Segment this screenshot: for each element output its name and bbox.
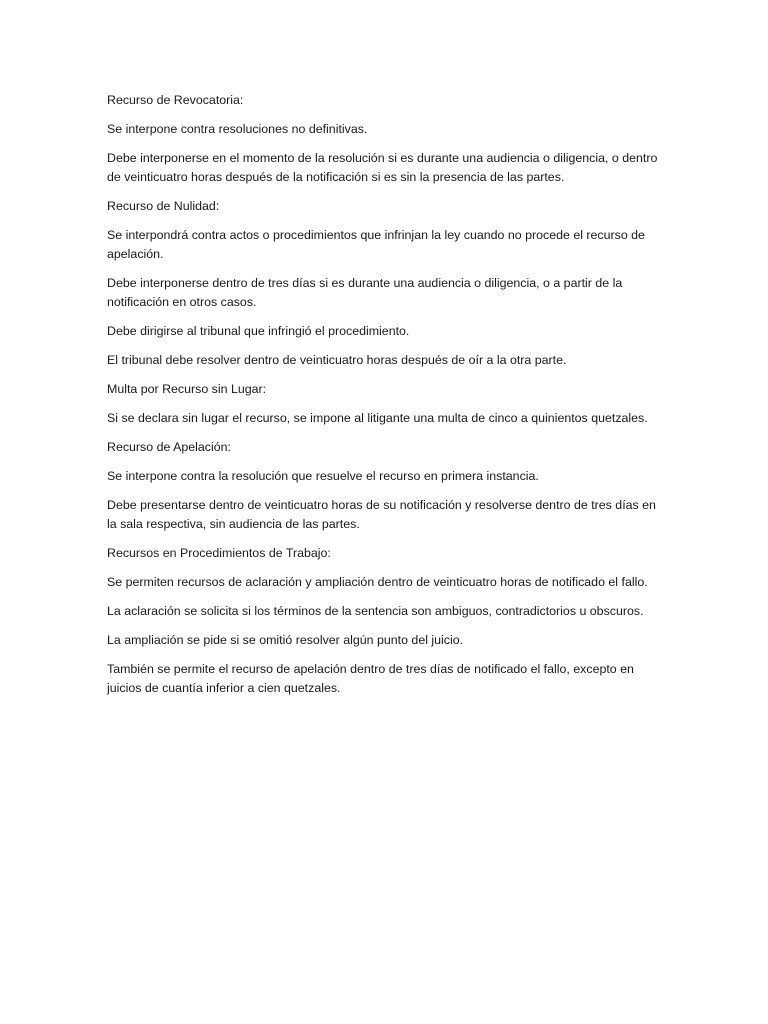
paragraph: La aclaración se solicita si los términos de la sentencia son ambiguos, contradictorios u obscuros. bbox=[107, 604, 644, 618]
paragraph: Debe interponerse en el momento de la resolución si es durante una audiencia o diligencia, o dentro de veinticuatro horas después de la notificación si es sin la presencia de las partes. bbox=[107, 151, 658, 184]
document-body bbox=[107, 91, 663, 708]
paragraph: Debe presentarse dentro de veinticuatro horas de su notificación y resolverse dentro de tres días en la sala respectiva, sin audiencia de las partes. bbox=[107, 498, 656, 531]
section-heading-revocatoria: Recurso de Revocatoria: bbox=[107, 93, 244, 107]
section-heading-trabajo: Recursos en Procedimientos de Trabajo: bbox=[107, 546, 331, 560]
paragraph: Debe interponerse dentro de tres días si es durante una audiencia o diligencia, o a partir de la notificación en otros casos. bbox=[107, 276, 623, 309]
paragraph: Se interpone contra resoluciones no definitivas. bbox=[107, 122, 368, 136]
paragraph: Se interpondrá contra actos o procedimientos que infrinjan la ley cuando no procede el recurso de apelación. bbox=[107, 228, 645, 261]
section-heading-multa: Multa por Recurso sin Lugar: bbox=[107, 382, 267, 396]
paragraph: Se permiten recursos de aclaración y ampliación dentro de veinticuatro horas de notificado el fallo. bbox=[107, 575, 648, 589]
paragraph: Si se declara sin lugar el recurso, se impone al litigante una multa de cinco a quinientos quetzales. bbox=[107, 411, 648, 425]
paragraph: La ampliación se pide si se omitió resolver algún punto del juicio. bbox=[107, 633, 464, 647]
paragraph: Se interpone contra la resolución que resuelve el recurso en primera instancia. bbox=[107, 469, 539, 483]
section-heading-apelacion: Recurso de Apelación: bbox=[107, 440, 231, 454]
paragraph: Debe dirigirse al tribunal que infringió el procedimiento. bbox=[107, 324, 410, 338]
paragraph: También se permite el recurso de apelación dentro de tres días de notificado el fallo, excepto en juicios de cuantía inferior a cien quetzales. bbox=[107, 662, 634, 695]
paragraph: El tribunal debe resolver dentro de veinticuatro horas después de oír a la otra parte. bbox=[107, 353, 567, 367]
section-heading-nulidad: Recurso de Nulidad: bbox=[107, 199, 220, 213]
